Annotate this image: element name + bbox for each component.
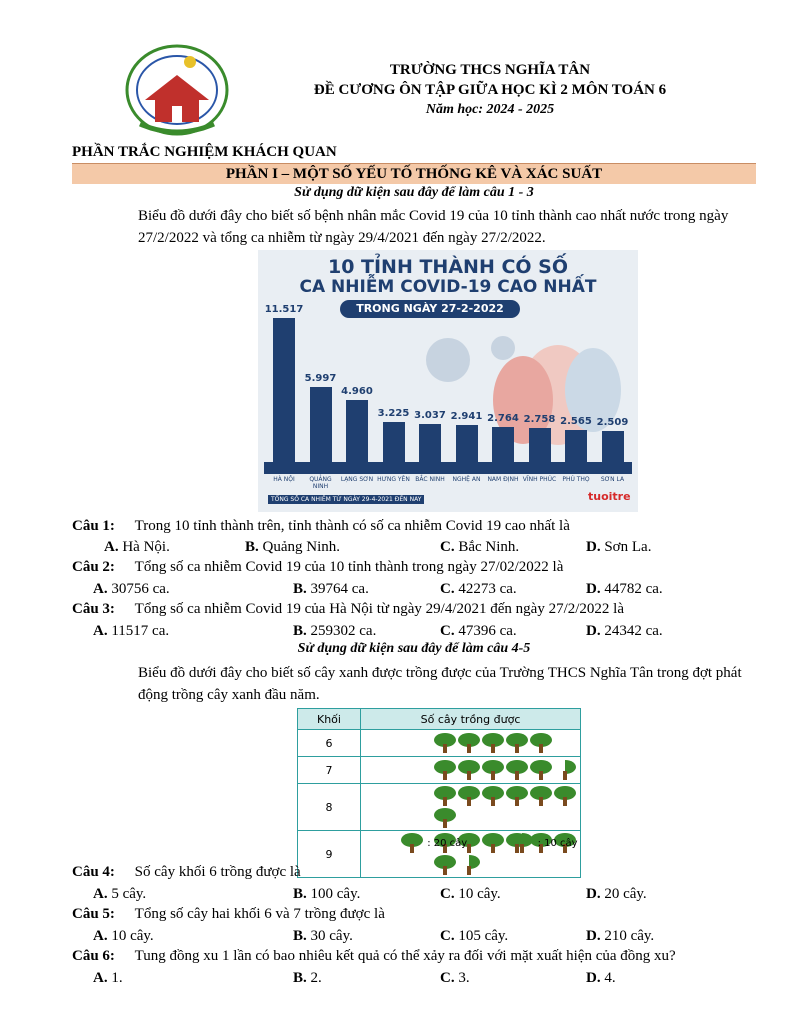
school-year: Năm học: 2024 - 2025	[425, 102, 555, 117]
grade-cell: 6	[298, 730, 361, 757]
school-header	[280, 60, 700, 120]
question-text: Tổng số ca nhiễm Covid 19 của 10 tỉnh thành trong ngày 27/02/2022 là	[134, 559, 564, 575]
section-objective: PHẦN TRẮC NGHIỆM KHÁCH QUAN	[72, 144, 337, 160]
tree-full-icon	[433, 732, 457, 754]
chart-value-label: 2.764	[487, 413, 519, 425]
covid-chart	[258, 250, 638, 512]
q6-option-c: C. 3.	[440, 970, 470, 986]
document-title: ĐỀ CƯƠNG ÔN TẬP GIỮA HỌC KÌ 2 MÔN TOÁN 6	[313, 82, 667, 98]
grade-cell: 7	[298, 757, 361, 784]
question-6	[72, 946, 772, 966]
chart-category-label: LẠNG SƠN	[340, 476, 374, 483]
q4-option-a: A. 5 cây.	[93, 886, 147, 902]
pictogram-row	[298, 730, 581, 757]
part-banner	[72, 163, 756, 184]
question-label: Câu 6:	[72, 948, 115, 964]
legend-half-value: : 10 cây	[537, 838, 578, 849]
question-text: Tổng số cây hai khối 6 và 7 trồng được là	[134, 906, 385, 922]
trees-cell	[361, 757, 581, 784]
tree-full-icon	[433, 807, 457, 829]
chart-category-label: SƠN LA	[600, 476, 625, 483]
q1-option-c: C. Bắc Ninh.	[440, 539, 520, 555]
question-1	[72, 516, 772, 536]
q5-option-a: A. 10 cây.	[93, 928, 154, 944]
col-trees-header: Số cây trồng được	[361, 709, 581, 730]
tree-full-icon	[400, 832, 424, 854]
q3-option-c: C. 47396 ca.	[440, 623, 517, 639]
chart-value-label: 3.037	[414, 410, 446, 422]
chart-source-logo: tuoitre	[588, 490, 631, 503]
question-3	[72, 599, 772, 619]
chart-bar	[310, 387, 332, 462]
chart-category-label: VĨNH PHÚC	[522, 476, 557, 483]
part-title: PHẦN I – MỘT SỐ YẾU TỐ THỐNG KÊ VÀ XÁC SUẤT	[225, 166, 603, 182]
chart-bar	[383, 422, 405, 462]
chart-value-label: 5.997	[304, 373, 337, 385]
chart-bar	[419, 424, 441, 462]
q5-option-c: C. 105 cây.	[440, 928, 509, 944]
chart-value-label: 11.517	[264, 304, 304, 316]
q2-option-c: C. 42273 ca.	[440, 581, 517, 597]
pictogram-legend	[400, 832, 578, 854]
question-2	[72, 557, 772, 577]
tree-full-icon	[481, 785, 505, 807]
intro-paragraph-2: Biểu đồ dưới đây cho biết số cây xanh được trồng được của Trường THCS Nghĩa Tân trong đợt phát động trồng cây xanh đầu năm.	[138, 665, 742, 703]
grade-cell: 8	[298, 784, 361, 831]
tree-full-icon	[505, 732, 529, 754]
instruction-4-5: Sử dụng dữ kiện sau đây để làm câu 4-5	[297, 641, 531, 656]
chart-category-label: HƯNG YÊN	[377, 476, 410, 483]
school-name: TRƯỜNG THCS NGHĨA TÂN	[389, 62, 591, 78]
chart-subtitle: TRONG NGÀY 27-2-2022	[340, 300, 520, 318]
trees-cell	[361, 784, 581, 831]
tree-half-icon	[510, 832, 534, 854]
chart-category-label: HÀ NỘI	[273, 476, 295, 483]
pictogram-row	[298, 784, 581, 831]
question-label: Câu 3:	[72, 601, 115, 617]
instruction-1-3: Sử dụng dữ kiện sau đây để làm câu 1 - 3	[294, 185, 534, 200]
question-label: Câu 2:	[72, 559, 115, 575]
chart-bar	[456, 425, 478, 462]
chart-baseline	[264, 462, 632, 474]
tree-full-icon	[433, 785, 457, 807]
school-logo	[120, 40, 235, 140]
chart-category-label: NGHỆ AN	[452, 476, 481, 483]
chart-value-label: 2.565	[560, 415, 592, 427]
question-label: Câu 4:	[72, 864, 115, 880]
chart-title-line2: CA NHIỄM COVID-19 CAO NHẤT	[299, 277, 597, 297]
chart-value-label: 3.225	[377, 407, 410, 419]
tree-full-icon	[457, 732, 481, 754]
chart-value-label: 2.941	[450, 411, 483, 423]
pictogram-row	[298, 757, 581, 784]
chart-bar	[529, 428, 551, 462]
chart-bar	[346, 400, 368, 462]
chart-value-label: 2.509	[596, 416, 629, 428]
tree-full-icon	[481, 759, 505, 781]
question-5	[72, 904, 772, 924]
q2-option-d: D. 44782 ca.	[586, 581, 663, 597]
q6-option-b: B. 2.	[293, 970, 322, 986]
q2-option-a: A. 30756 ca.	[93, 581, 170, 597]
intro-paragraph-1: Biểu đồ dưới đây cho biết số bệnh nhân mắc Covid 19 của 10 tỉnh thành cao nhất nước trong ngày 27/2/2022 và tổng ca nhiễm từ ngày 29/4/2021 đến ngày 27/2/2022.	[138, 208, 729, 246]
question-4	[72, 862, 772, 882]
q1-option-a: A. Hà Nội.	[104, 539, 170, 555]
q3-option-b: B. 259302 ca.	[293, 623, 377, 639]
chart-footnote: TỔNG SỐ CA NHIỄM TỪ NGÀY 29-4-2021 ĐẾN NAY	[268, 495, 424, 504]
tree-full-icon	[481, 732, 505, 754]
q1-option-b: B. Quảng Ninh.	[245, 539, 341, 555]
q4-option-c: C. 10 cây.	[440, 886, 501, 902]
tree-full-icon	[529, 732, 553, 754]
chart-bar	[492, 427, 514, 462]
tree-full-icon	[529, 785, 553, 807]
tree-half-icon	[553, 759, 577, 781]
tree-full-icon	[505, 759, 529, 781]
grade-cell: 9	[298, 831, 361, 878]
question-label: Câu 5:	[72, 906, 115, 922]
chart-value-label: 4.960	[341, 386, 373, 397]
q5-option-b: B. 30 cây.	[293, 928, 353, 944]
chart-category-label: PHÚ THỌ	[562, 476, 590, 483]
tree-full-icon	[505, 785, 529, 807]
legend-full-value: : 20 cây	[427, 838, 468, 849]
trees-cell	[361, 730, 581, 757]
q6-option-d: D. 4.	[586, 970, 616, 986]
chart-category-label: NAM ĐỊNH	[487, 476, 519, 483]
question-label: Câu 1:	[72, 518, 115, 534]
tree-full-icon	[529, 759, 553, 781]
tree-full-icon	[457, 759, 481, 781]
q4-option-d: D. 20 cây.	[586, 886, 647, 902]
q3-option-d: D. 24342 ca.	[586, 623, 663, 639]
col-grade-header: Khối	[298, 709, 361, 730]
question-text: Tổng số ca nhiễm Covid 19 của Hà Nội từ ngày 29/4/2021 đến ngày 27/2/2022 là	[134, 601, 624, 617]
question-text: Trong 10 tỉnh thành trên, tỉnh thành có số ca nhiễm Covid 19 cao nhất là	[134, 518, 570, 534]
q1-option-d: D. Sơn La.	[586, 539, 652, 555]
chart-value-label: 2.758	[523, 413, 556, 425]
q6-option-a: A. 1.	[93, 970, 123, 986]
chart-bar	[273, 318, 295, 462]
q5-option-d: D. 210 cây.	[586, 928, 655, 944]
question-text: Số cây khối 6 trồng được là	[134, 864, 301, 880]
chart-title-line1: 10 TỈNH THÀNH CÓ SỐ	[327, 256, 569, 278]
chart-bar	[602, 431, 624, 462]
chart-bar	[565, 430, 587, 462]
q4-option-b: B. 100 cây.	[293, 886, 361, 902]
chart-category-label: QUẢNG NINH	[309, 476, 332, 490]
question-text: Tung đồng xu 1 lần có bao nhiêu kết quả có thể xảy ra đối với mặt xuất hiện của đồng xu?	[134, 948, 676, 964]
q3-option-a: A. 11517 ca.	[93, 623, 170, 639]
tree-full-icon	[433, 759, 457, 781]
tree-full-icon	[457, 785, 481, 807]
q2-option-b: B. 39764 ca.	[293, 581, 369, 597]
chart-category-label: BẮC NINH	[415, 476, 445, 483]
tree-full-icon	[553, 785, 577, 807]
